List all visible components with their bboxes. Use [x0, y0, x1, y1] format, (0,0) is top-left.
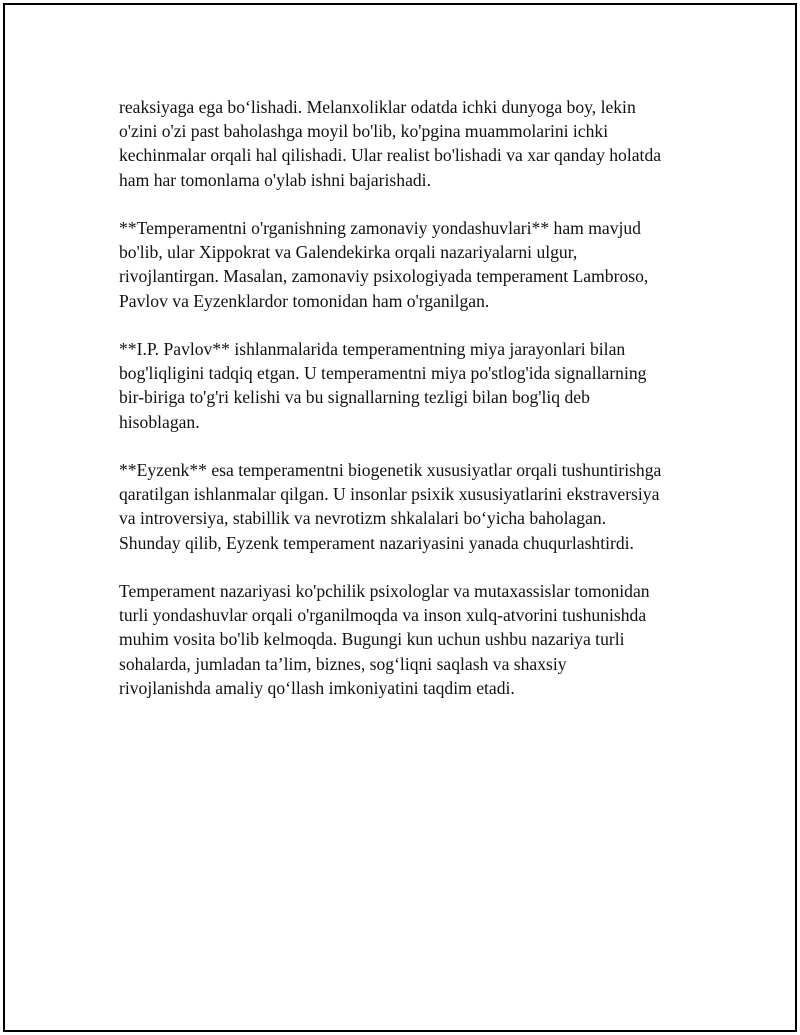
text-line: Shunday qilib, Eyzenk temperament nazariyasini yanada chuqurlashtirdi.	[119, 532, 634, 553]
text-line: sohalarda, jumladan ta’lim, biznes, sog‘liqni saqlash va shaxsiy	[119, 653, 567, 674]
document-body	[119, 95, 709, 724]
text-line: hisoblagan.	[119, 411, 200, 432]
text-line: o'zini o'zi past baholashga moyil bo'lib, ko'pgina muammolarini ichki	[119, 121, 609, 142]
text-line: bog'liqligini tadqiq etgan. U temperamentni miya po'stlog'ida signallarning	[119, 363, 647, 384]
paragraph-eysenck	[119, 458, 709, 555]
document-page	[3, 3, 797, 1032]
text-line: Pavlov va Eyzenklardor tomonidan ham o'rganilgan.	[119, 290, 490, 311]
text-line: bo'lib, ular Xippokrat va Galendekirka orqali nazariyalarni ulgur,	[119, 242, 578, 263]
paragraph-modern-approaches	[119, 216, 709, 313]
text-line: Temperament nazariyasi ko'pchilik psixologlar va mutaxassislar tomonidan	[119, 581, 650, 601]
text-line: muhim vosita bo'lib kelmoqda. Bugungi kun uchun ushbu nazariya turli	[119, 629, 625, 650]
paragraph-melancholic	[119, 95, 709, 192]
text-line: reaksiyaga ega bo‘lishadi. Melanxoliklar odatda ichki dunyoga boy, lekin	[119, 97, 636, 117]
text-line: ham har tomonlama o'ylab ishni bajarishadi.	[119, 169, 431, 190]
paragraph-pavlov	[119, 337, 709, 434]
text-line: kechinmalar orqali hal qilishadi. Ular realist bo'lishadi va xar qanday holatda	[119, 145, 662, 166]
text-line: qaratilgan ishlanmalar qilgan. U insonlar psixik xususiyatlarini ekstraversiya	[119, 484, 660, 505]
text-line: **Temperamentni o'rganishning zamonaviy yondashuvlari** ham mavjud	[119, 218, 641, 238]
text-line: rivojlanishda amaliy qo‘llash imkoniyatini taqdim etadi.	[119, 677, 515, 698]
paragraph-conclusion	[119, 579, 709, 700]
text-line: bir-biriga to'g'ri kelishi va bu signallarning tezligi bilan bog'liq deb	[119, 387, 590, 408]
text-line: rivojlantirgan. Masalan, zamonaviy psixologiyada temperament Lambroso,	[119, 266, 649, 287]
text-line: va introversiya, stabillik va nevrotizm shkalalari bo‘yicha baholagan.	[119, 508, 607, 529]
text-line: **I.P. Pavlov** ishlanmalarida temperamentning miya jarayonlari bilan	[119, 339, 626, 359]
text-line: **Eyzenk** esa temperamentni biogenetik xususiyatlar orqali tushuntirishga	[119, 460, 662, 480]
text-line: turli yondashuvlar orqali o'rganilmoqda va inson xulq-atvorini tushunishda	[119, 605, 647, 626]
